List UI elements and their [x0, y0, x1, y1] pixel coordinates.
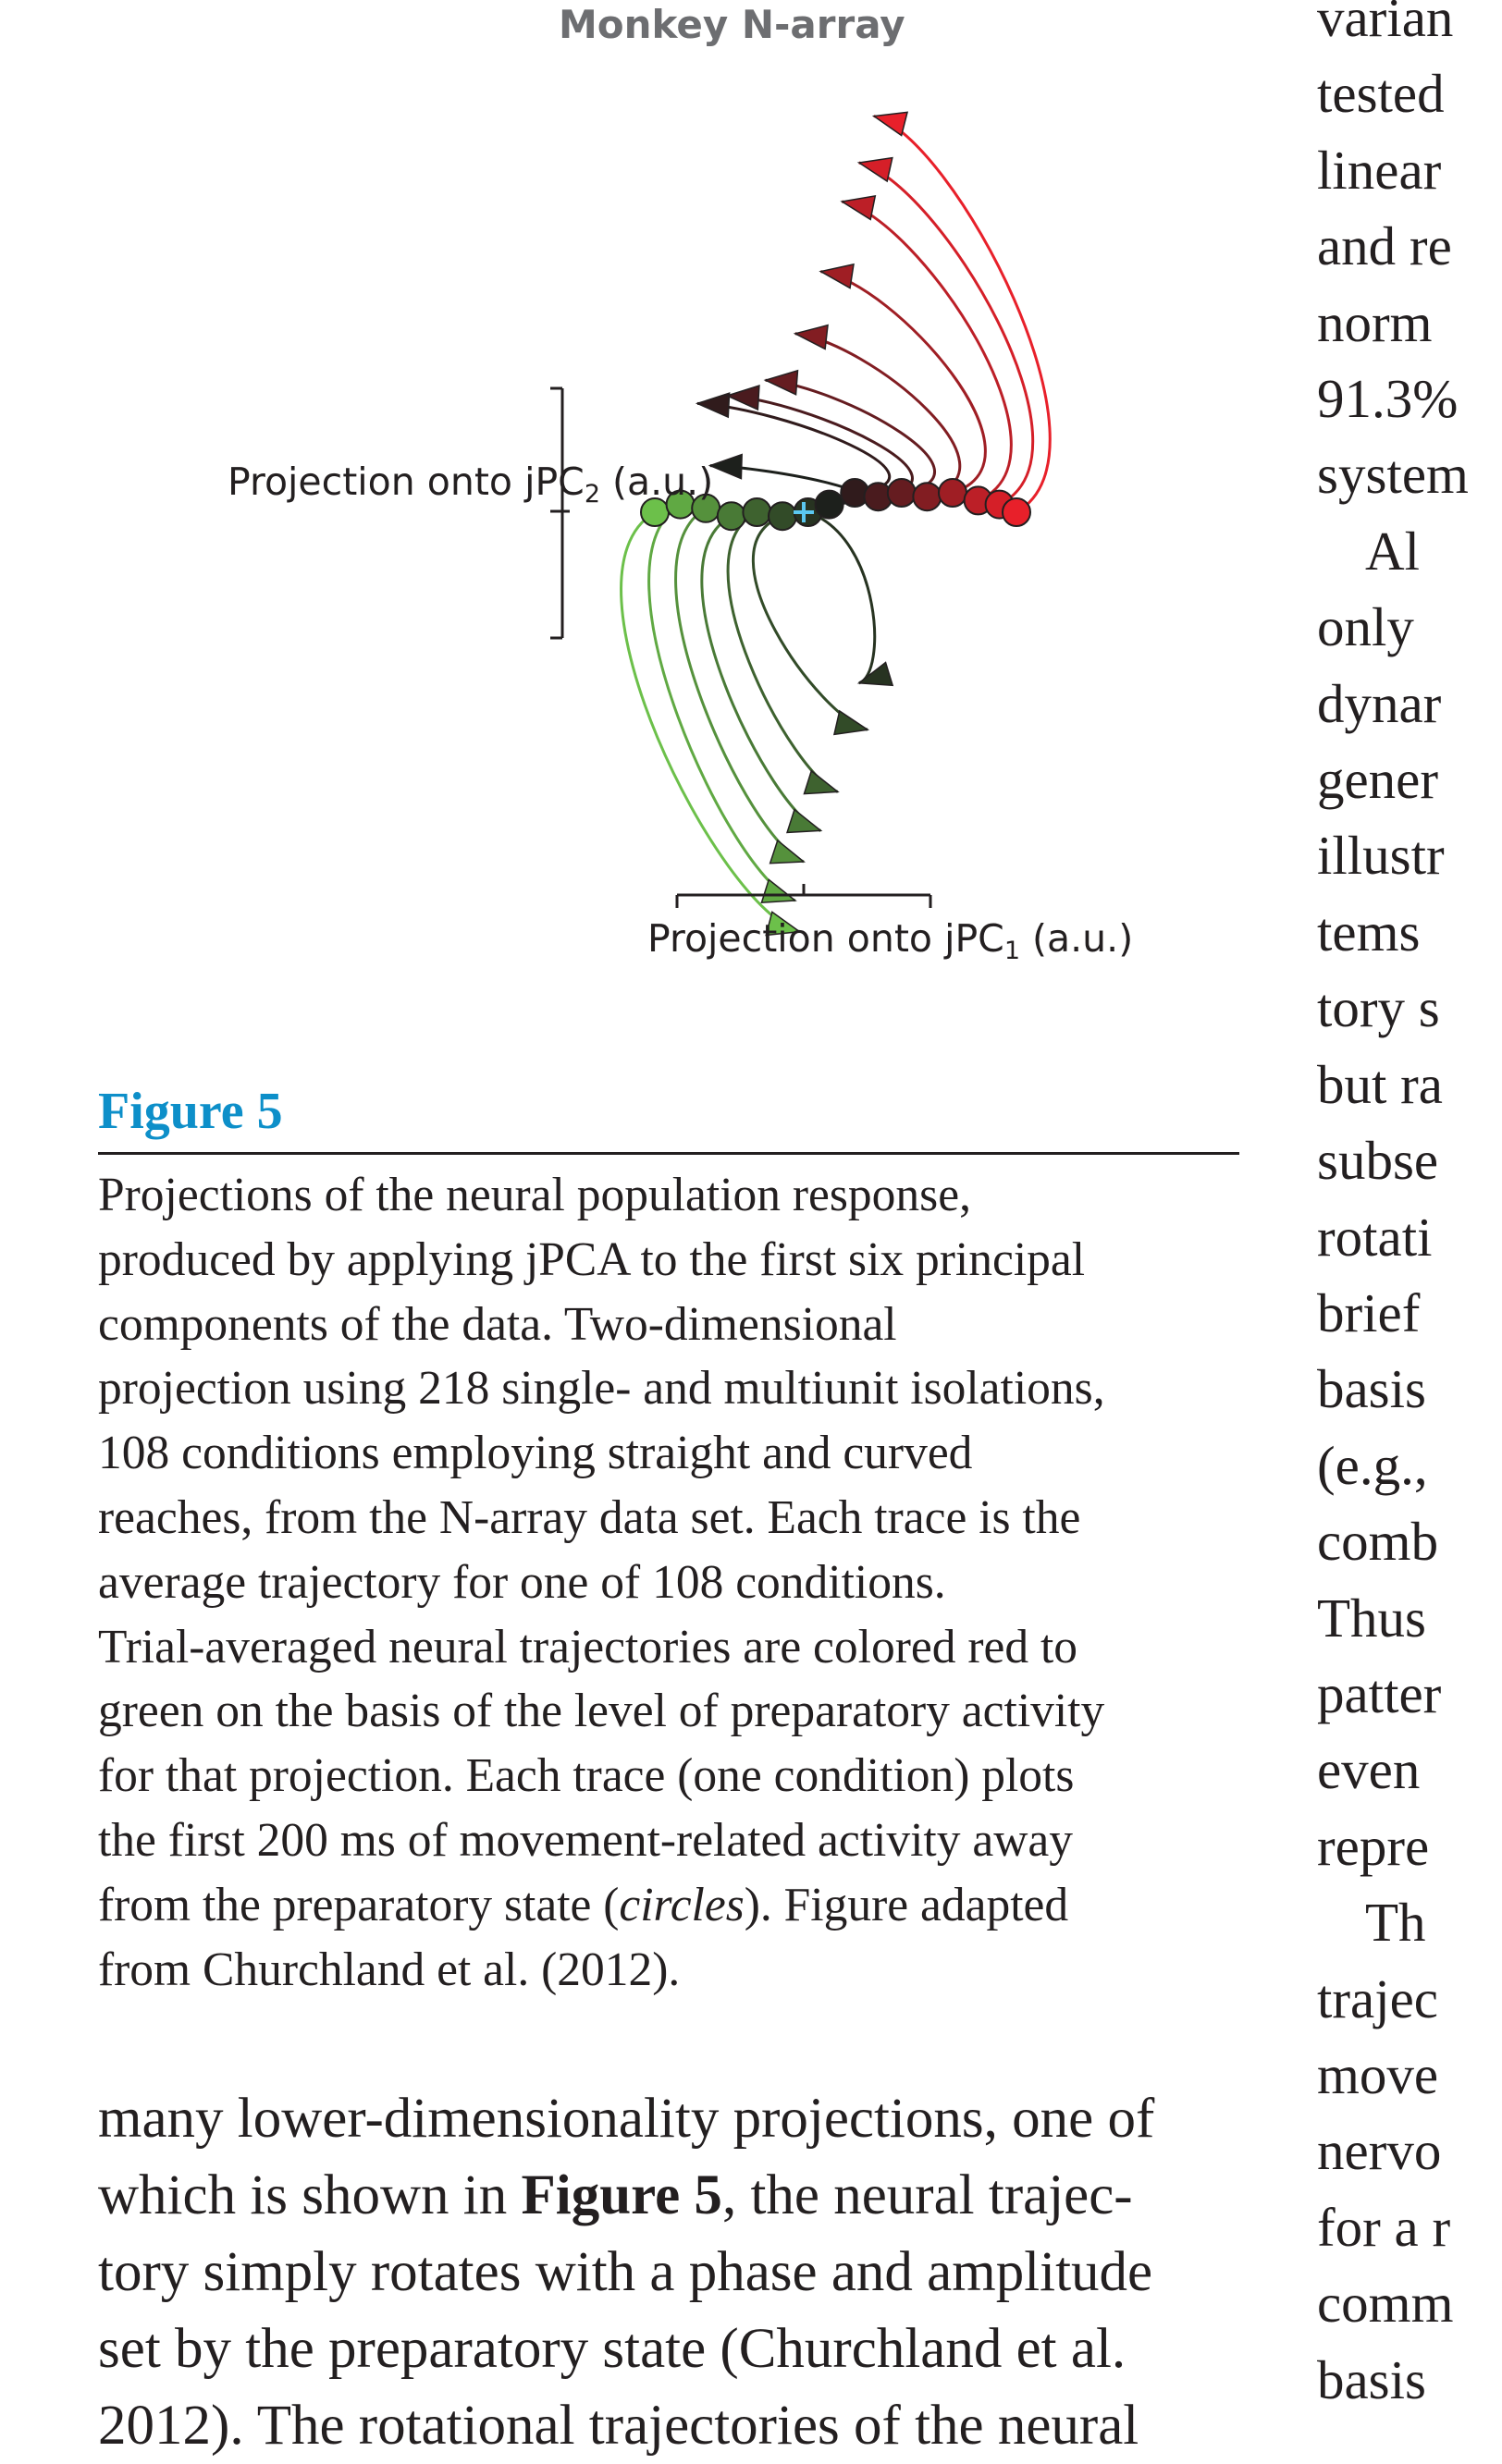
body-paragraph [98, 2080, 1254, 2464]
body-line: 2012). The rotational trajectories of the neural [98, 2395, 1139, 2457]
right-column-line: even [1317, 1739, 1421, 1801]
x-scale-bar [677, 884, 930, 908]
right-column-line: brief [1317, 1281, 1421, 1343]
trajectory-arrowhead [804, 771, 837, 794]
right-column-line: linear [1317, 139, 1442, 201]
trajectory-arrowhead [859, 158, 893, 181]
right-column-line: tems [1317, 901, 1421, 962]
jpca-plot [0, 0, 1447, 1036]
preparatory-state-circle [1003, 498, 1030, 526]
right-column-line: repre [1317, 1815, 1430, 1877]
trajectory-arrowhead [770, 840, 804, 864]
trajectory-arrowhead [766, 371, 798, 395]
right-column-line: comm [1317, 2273, 1454, 2335]
trajectory-arrowhead [710, 455, 742, 479]
caption-line: projection using 218 single- and multiunit isolations, [98, 1362, 1105, 1416]
trajectory-arrowhead [727, 386, 759, 410]
body-line: tory simply rotates with a phase and amplitude [98, 2241, 1153, 2303]
caption-line: the first 200 ms of movement-related activity away [98, 1813, 1073, 1867]
trajectory-line [728, 512, 838, 791]
right-column-line: but ra [1317, 1053, 1443, 1115]
trajectory-line [820, 272, 985, 493]
caption-line: green on the basis of the level of preparatory activity [98, 1685, 1105, 1738]
right-column-line: patter [1317, 1662, 1442, 1724]
preparatory-state-circle [913, 483, 941, 510]
trajectory-arrowhead [842, 196, 875, 219]
caption-line: Trial-averaged neural trajectories are colored red to [98, 1620, 1078, 1673]
y-axis-label: Projection onto jPC$_2$ (a.u.) [228, 460, 714, 509]
right-column-line: move [1317, 2043, 1439, 2105]
right-column-line: for a r [1317, 2196, 1451, 2258]
right-column-line: rotati [1317, 1206, 1433, 1268]
right-column-line: Al [1365, 520, 1420, 582]
right-column-line: trajec [1317, 1968, 1438, 2029]
right-column-line: system [1317, 444, 1469, 506]
trajectory-arrowhead [795, 325, 828, 349]
right-column-line: varian [1317, 0, 1454, 48]
body-line: many lower-dimensionality projections, one of [98, 2088, 1155, 2150]
trajectory-arrowhead [787, 810, 820, 833]
trajectory-arrowhead [761, 879, 794, 902]
preparatory-state-circle [718, 502, 745, 530]
body-line: which is shown in Figure 5, the neural trajec- [98, 2164, 1133, 2226]
y-scale-bar [550, 388, 570, 638]
right-column-line: subse [1317, 1130, 1439, 1192]
preparatory-state-circle [888, 479, 916, 507]
trajectory-line [859, 163, 1033, 505]
trajectory-arrowhead [874, 112, 907, 135]
figure-number: Figure 5 [98, 1083, 283, 1140]
right-column-line: only [1317, 596, 1414, 658]
body-line: set by the preparatory state (Churchland et al. [98, 2318, 1126, 2380]
trajectory-traces [622, 112, 1051, 935]
right-column-line: Th [1365, 1892, 1426, 1954]
trajectory-line [649, 505, 795, 901]
caption-line: components of the data. Two-dimensional [98, 1297, 897, 1351]
preparatory-state-circle [939, 479, 966, 507]
right-column-line: tory s [1317, 977, 1440, 1039]
caption-line: Projections of the neural population response, [98, 1169, 971, 1221]
caption-line: 108 conditions employing straight and curved [98, 1427, 973, 1480]
trajectory-arrowhead [820, 264, 854, 288]
x-axis-label: Projection onto jPC$_1$ (a.u.) [647, 916, 1134, 965]
trajectory-line [676, 509, 804, 862]
caption-line: average trajectory for one of 108 conditions. [98, 1555, 946, 1609]
trajectory-line [808, 512, 875, 683]
right-column-text [1317, 0, 1502, 2418]
right-column-line: comb [1317, 1511, 1439, 1573]
right-column-line: (e.g., [1317, 1434, 1428, 1496]
caption-line: produced by applying jPCA to the first six principal [98, 1232, 1086, 1286]
caption-line: from Churchland et al. (2012). [98, 1943, 681, 1996]
preparatory-state-circle [816, 491, 843, 519]
right-column-line: norm [1317, 291, 1433, 353]
right-column-line: tested [1317, 63, 1445, 125]
trajectory-arrowhead [834, 711, 868, 734]
caption-divider [98, 1152, 1239, 1155]
caption-line: for that projection. Each trace (one condition) plots [98, 1749, 1075, 1803]
preparatory-state-circle [743, 498, 770, 526]
right-column-line: gener [1317, 749, 1439, 811]
caption-line: reaches, from the N-array data set. Each trace is the [98, 1490, 1081, 1544]
right-column-line: dynar [1317, 672, 1442, 734]
figure-reference[interactable]: Figure 5 [521, 2164, 722, 2226]
caption-line: from the preparatory state (circles). Figure adapted [98, 1878, 1069, 1931]
figure-caption [98, 1163, 1254, 2002]
right-column-line: and re [1317, 215, 1452, 277]
right-column-line: illustr [1317, 825, 1445, 887]
preparatory-state-circle [769, 502, 796, 530]
right-column-line: nervo [1317, 2120, 1442, 2182]
right-column-line: 91.3% [1317, 368, 1459, 430]
trajectory-arrowhead [697, 393, 730, 417]
right-column-line: basis [1317, 1358, 1426, 1420]
right-column-line: basis [1317, 2348, 1426, 2410]
right-column-line: Thus [1317, 1587, 1426, 1649]
trajectory-arrowhead [859, 662, 893, 685]
